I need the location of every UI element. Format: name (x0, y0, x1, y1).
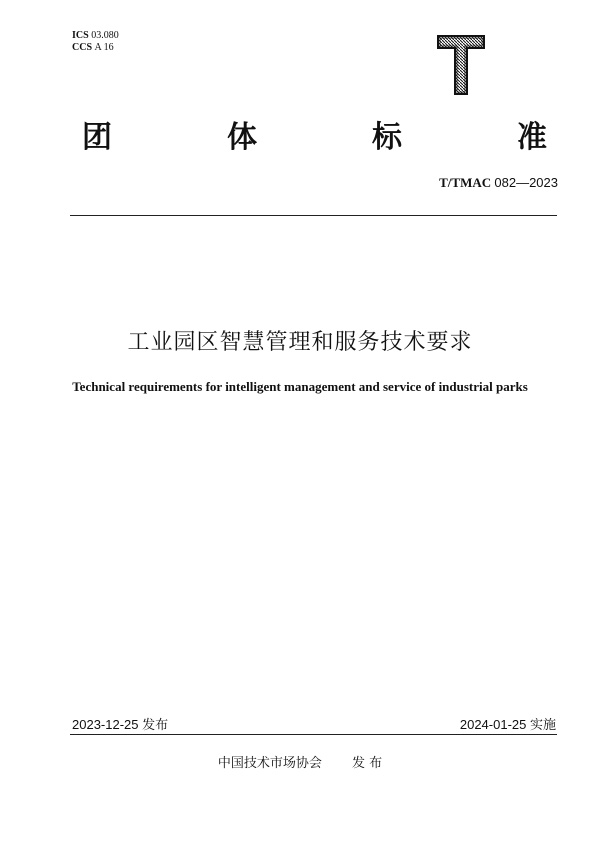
implement-label: 实施 (529, 717, 556, 732)
publisher-name: 中国技术市场协会 (217, 756, 322, 771)
publish-date: 2023-12-25 (72, 717, 139, 732)
ics-label: ICS (72, 30, 89, 41)
ics-code: 03.080 (91, 30, 119, 41)
top-divider (70, 215, 557, 216)
heading-char-2: 体 (227, 120, 257, 155)
implement-date: 2024-01-25 (459, 717, 527, 732)
standard-t-logo (436, 34, 486, 96)
heading-char-3: 标 (372, 120, 402, 155)
ccs-line (72, 42, 119, 54)
publisher-action: 发 布 (351, 756, 383, 771)
ics-line (72, 30, 119, 42)
publish-date-line (72, 714, 168, 733)
standard-number (439, 175, 558, 191)
ccs-code: A 16 (94, 42, 114, 53)
standard-type-heading (82, 118, 552, 158)
title-english: Technical requirements for intelligent management and service of industrial parks (72, 379, 528, 394)
heading-char-1: 团 (82, 120, 112, 155)
publisher-line (0, 752, 600, 771)
bottom-divider (70, 734, 557, 735)
ccs-label: CCS (72, 42, 93, 53)
title-chinese: 工业园区智慧管理和服务技术要求 (127, 330, 473, 355)
heading-char-4: 准 (517, 120, 547, 155)
implement-date-line (460, 714, 556, 733)
classification-codes (72, 30, 119, 54)
standard-number-prefix: T/TMAC (439, 175, 492, 190)
standard-number-code: 082—2023 (494, 175, 558, 190)
publish-label: 发布 (142, 717, 169, 732)
